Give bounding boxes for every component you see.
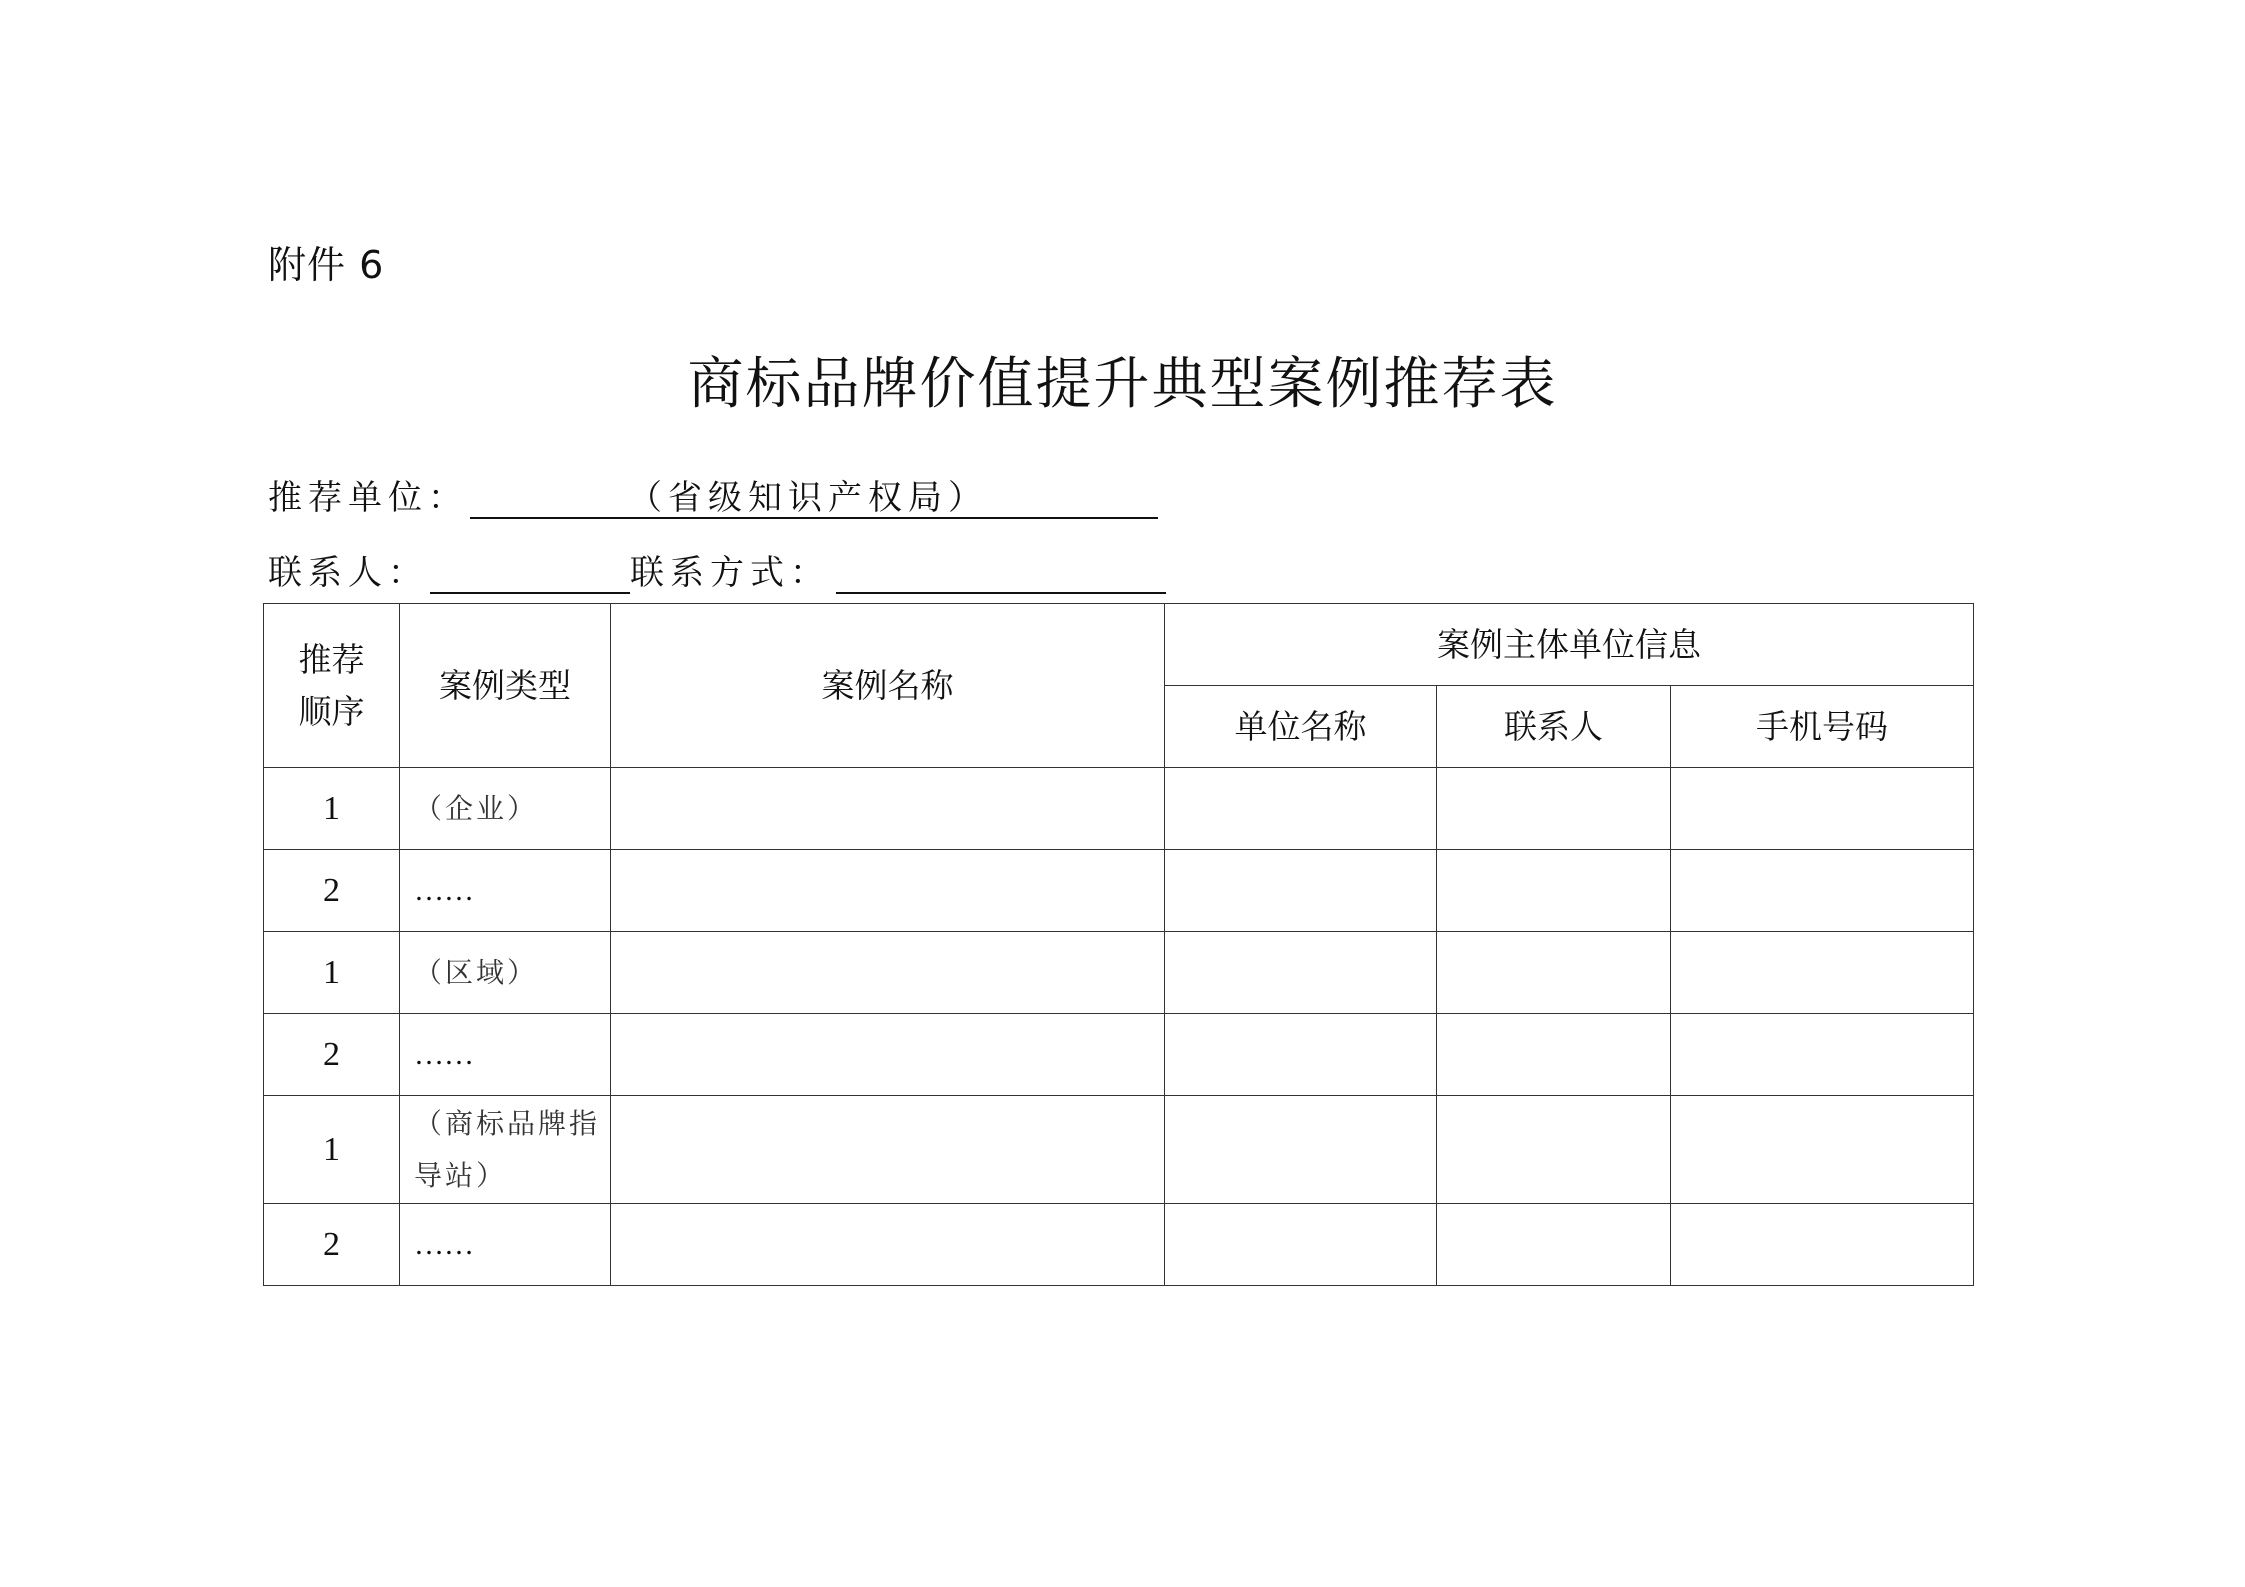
row-order: 1 [264, 768, 400, 850]
contact-person-cell[interactable] [1437, 768, 1671, 850]
contact-method-label: 联系方式： [630, 553, 830, 593]
phone-cell[interactable] [1671, 932, 1974, 1014]
row-order: 1 [264, 1096, 400, 1204]
unit-name-cell[interactable] [1165, 1014, 1437, 1096]
contact-method-field[interactable] [836, 548, 1166, 594]
unit-name-cell[interactable] [1165, 768, 1437, 850]
phone-cell[interactable] [1671, 1204, 1974, 1286]
phone-cell[interactable] [1671, 1014, 1974, 1096]
table-row [264, 850, 1974, 932]
row-order: 2 [264, 850, 400, 932]
table-row [264, 1096, 1974, 1204]
header-phone: 手机号码 [1671, 686, 1974, 768]
table-row [264, 1014, 1974, 1096]
row-case-type: …… [400, 850, 611, 932]
row-case-type: （商标品牌指导站） [400, 1096, 611, 1204]
header-case-type: 案例类型 [400, 604, 611, 768]
case-name-cell[interactable] [611, 1204, 1165, 1286]
header-case-name: 案例名称 [611, 604, 1165, 768]
page-title: 商标品牌价值提升典型案例推荐表 [687, 352, 1558, 417]
row-case-type: …… [400, 1204, 611, 1286]
contact-person-cell[interactable] [1437, 1014, 1671, 1096]
attachment-label: 附件 6 [268, 243, 385, 287]
unit-name-cell[interactable] [1165, 850, 1437, 932]
recommender-label: 推荐单位： [268, 478, 468, 518]
contact-person-cell[interactable] [1437, 1096, 1671, 1204]
unit-name-cell[interactable] [1165, 932, 1437, 1014]
recommendation-table [263, 603, 1974, 1286]
row-case-type: （企业） [400, 768, 611, 850]
contact-person-cell[interactable] [1437, 932, 1671, 1014]
case-name-cell[interactable] [611, 932, 1165, 1014]
table-row [264, 932, 1974, 1014]
table-row [264, 1204, 1974, 1286]
contact-person-cell[interactable] [1437, 1204, 1671, 1286]
row-order: 1 [264, 932, 400, 1014]
phone-cell[interactable] [1671, 768, 1974, 850]
row-case-type: …… [400, 1014, 611, 1096]
row-order: 2 [264, 1014, 400, 1096]
recommender-hint: （省级知识产权局） [628, 478, 988, 518]
unit-name-cell[interactable] [1165, 1204, 1437, 1286]
phone-cell[interactable] [1671, 1096, 1974, 1204]
header-order: 推荐顺序 [264, 604, 400, 768]
row-order: 2 [264, 1204, 400, 1286]
header-unit-name: 单位名称 [1165, 686, 1437, 768]
header-entity-info: 案例主体单位信息 [1165, 604, 1974, 686]
contact-person-field[interactable] [430, 548, 630, 594]
contact-person-cell[interactable] [1437, 850, 1671, 932]
case-name-cell[interactable] [611, 768, 1165, 850]
header-contact-person: 联系人 [1437, 686, 1671, 768]
contact-person-label: 联系人： [268, 553, 428, 593]
phone-cell[interactable] [1671, 850, 1974, 932]
unit-name-cell[interactable] [1165, 1096, 1437, 1204]
case-name-cell[interactable] [611, 850, 1165, 932]
case-name-cell[interactable] [611, 1014, 1165, 1096]
case-name-cell[interactable] [611, 1096, 1165, 1204]
table-row [264, 768, 1974, 850]
row-case-type: （区域） [400, 932, 611, 1014]
